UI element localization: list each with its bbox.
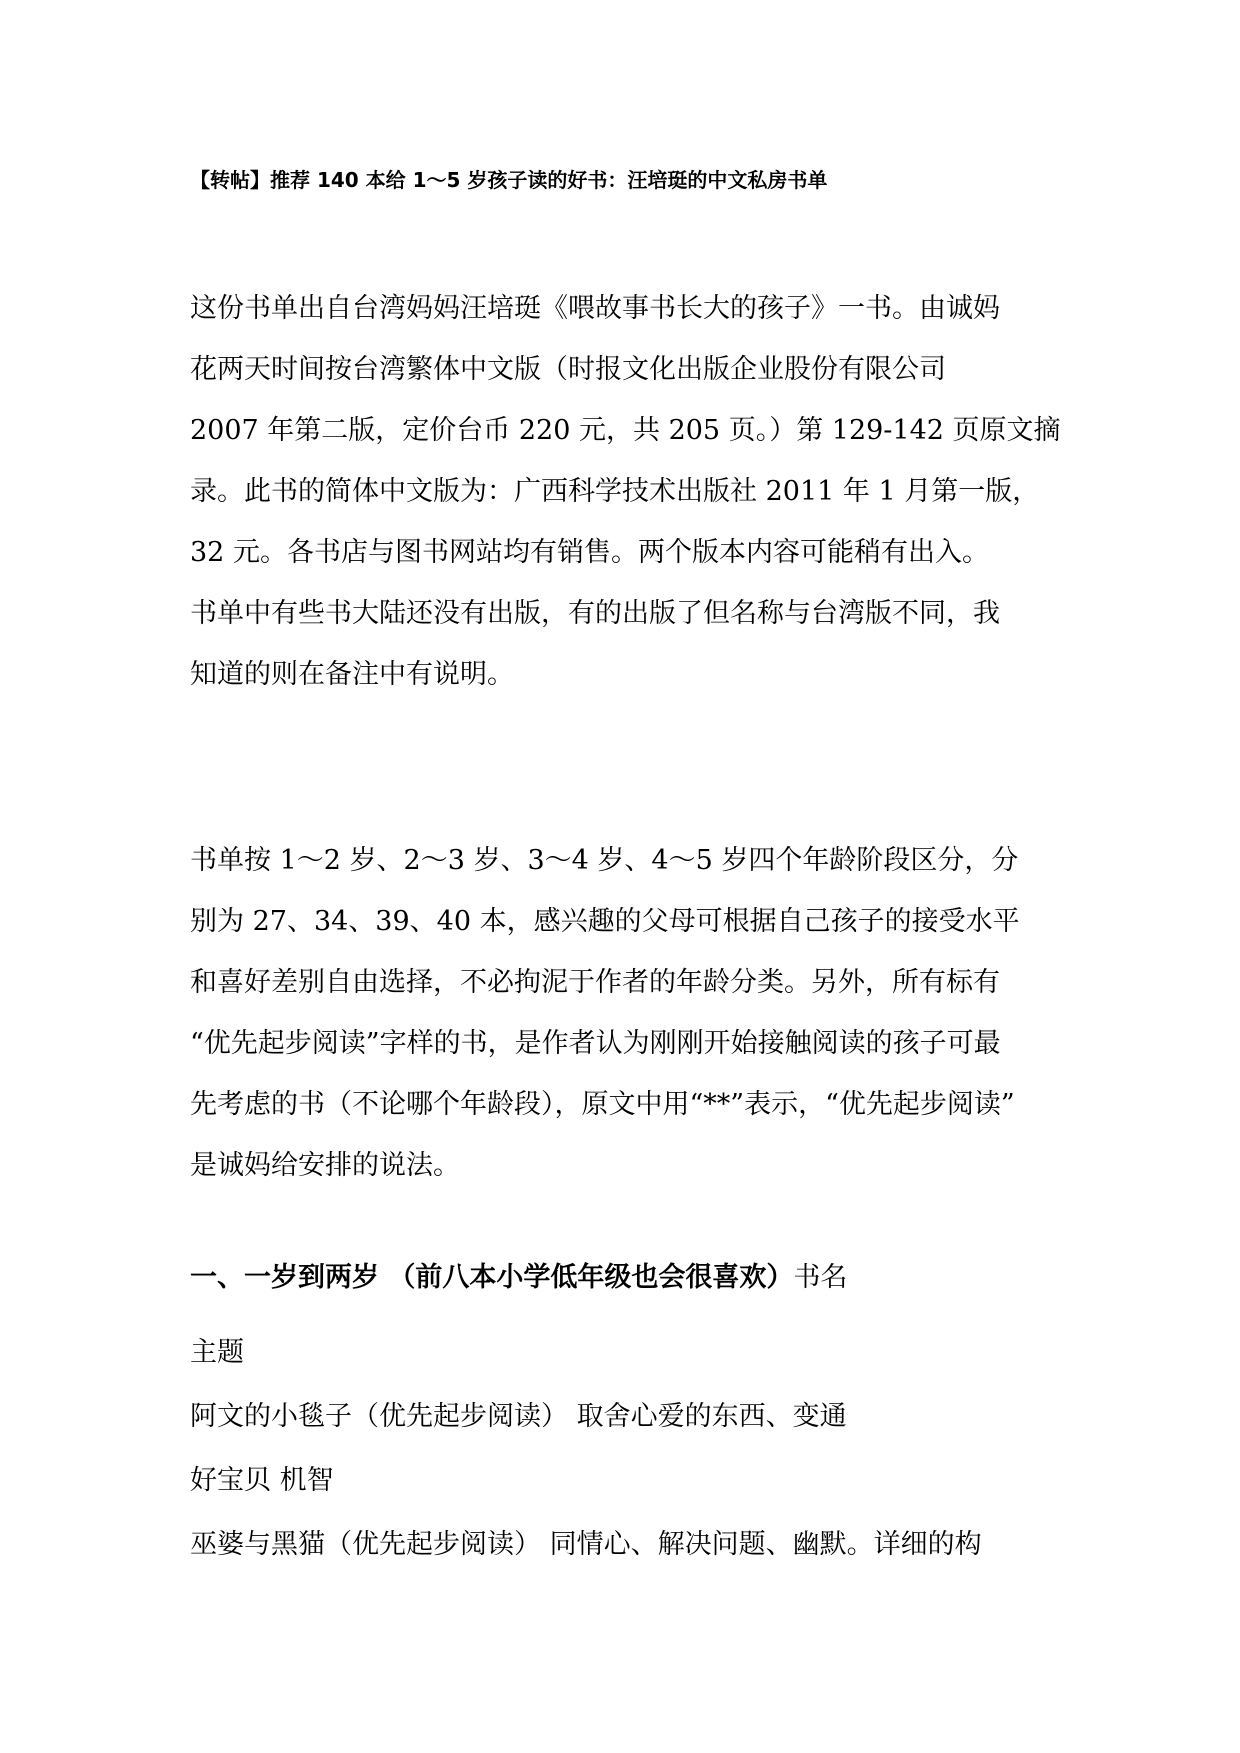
section-heading-tail: 书名 [793,1262,848,1293]
intro-line: 这份书单出自台湾妈妈汪培珽《喂故事书长大的孩子》一书。由诚妈 [190,293,1000,324]
intro-line: 32 元。各书店与图书网站均有销售。两个版本内容可能稍有出入。 [190,537,989,568]
section-heading [190,1258,847,1298]
age-groups-line: 是诚妈给安排的说法。 [190,1150,460,1181]
age-groups-line: “优先起步阅读”字样的书，是作者认为刚刚开始接触阅读的孩子可最 [190,1028,1001,1059]
list-item: 阿文的小毯子（优先起步阅读） 取舍心爱的东西、变通 [190,1401,847,1432]
document-title: 【转帖】推荐 140 本给 1～5 岁孩子读的好书：汪培珽的中文私房书单 [190,168,828,192]
intro-line: 书单中有些书大陆还没有出版，有的出版了但名称与台湾版不同，我 [190,598,1000,629]
list-item: 巫婆与黑猫（优先起步阅读） 同情心、解决问题、幽默。详细的构 [190,1529,982,1560]
age-groups-line: 先考虑的书（不论哪个年龄段），原文中用“**”表示，“优先起步阅读” [190,1089,1015,1120]
age-groups-paragraph [190,830,1060,1196]
intro-line: 录。此书的简体中文版为：广西科学技术出版社 2011 年 1 月第一版， [190,476,1040,507]
age-groups-line: 和喜好差别自由选择，不必拘泥于作者的年龄分类。另外，所有标有 [190,967,1000,998]
age-groups-line: 书单按 1～2 岁、2～3 岁、3～4 岁、4～5 岁四个年龄阶段区分，分 [190,845,1019,876]
intro-line: 2007 年第二版，定价台币 220 元，共 205 页。）第 129-142 页原文摘 [190,415,1061,446]
list-item: 主题 [190,1337,244,1368]
age-groups-line: 别为 27、34、39、40 本，感兴趣的父母可根据自己孩子的接受水平 [190,906,1020,937]
section-heading-bold: 一、一岁到两岁 （前八本小学低年级也会很喜欢） [190,1262,794,1293]
book-list [190,1321,1060,1577]
list-item: 好宝贝 机智 [190,1465,334,1496]
intro-line: 花两天时间按台湾繁体中文版（时报文化出版企业股份有限公司 [190,354,946,385]
intro-line: 知道的则在备注中有说明。 [190,659,514,690]
intro-paragraph [190,278,1060,705]
